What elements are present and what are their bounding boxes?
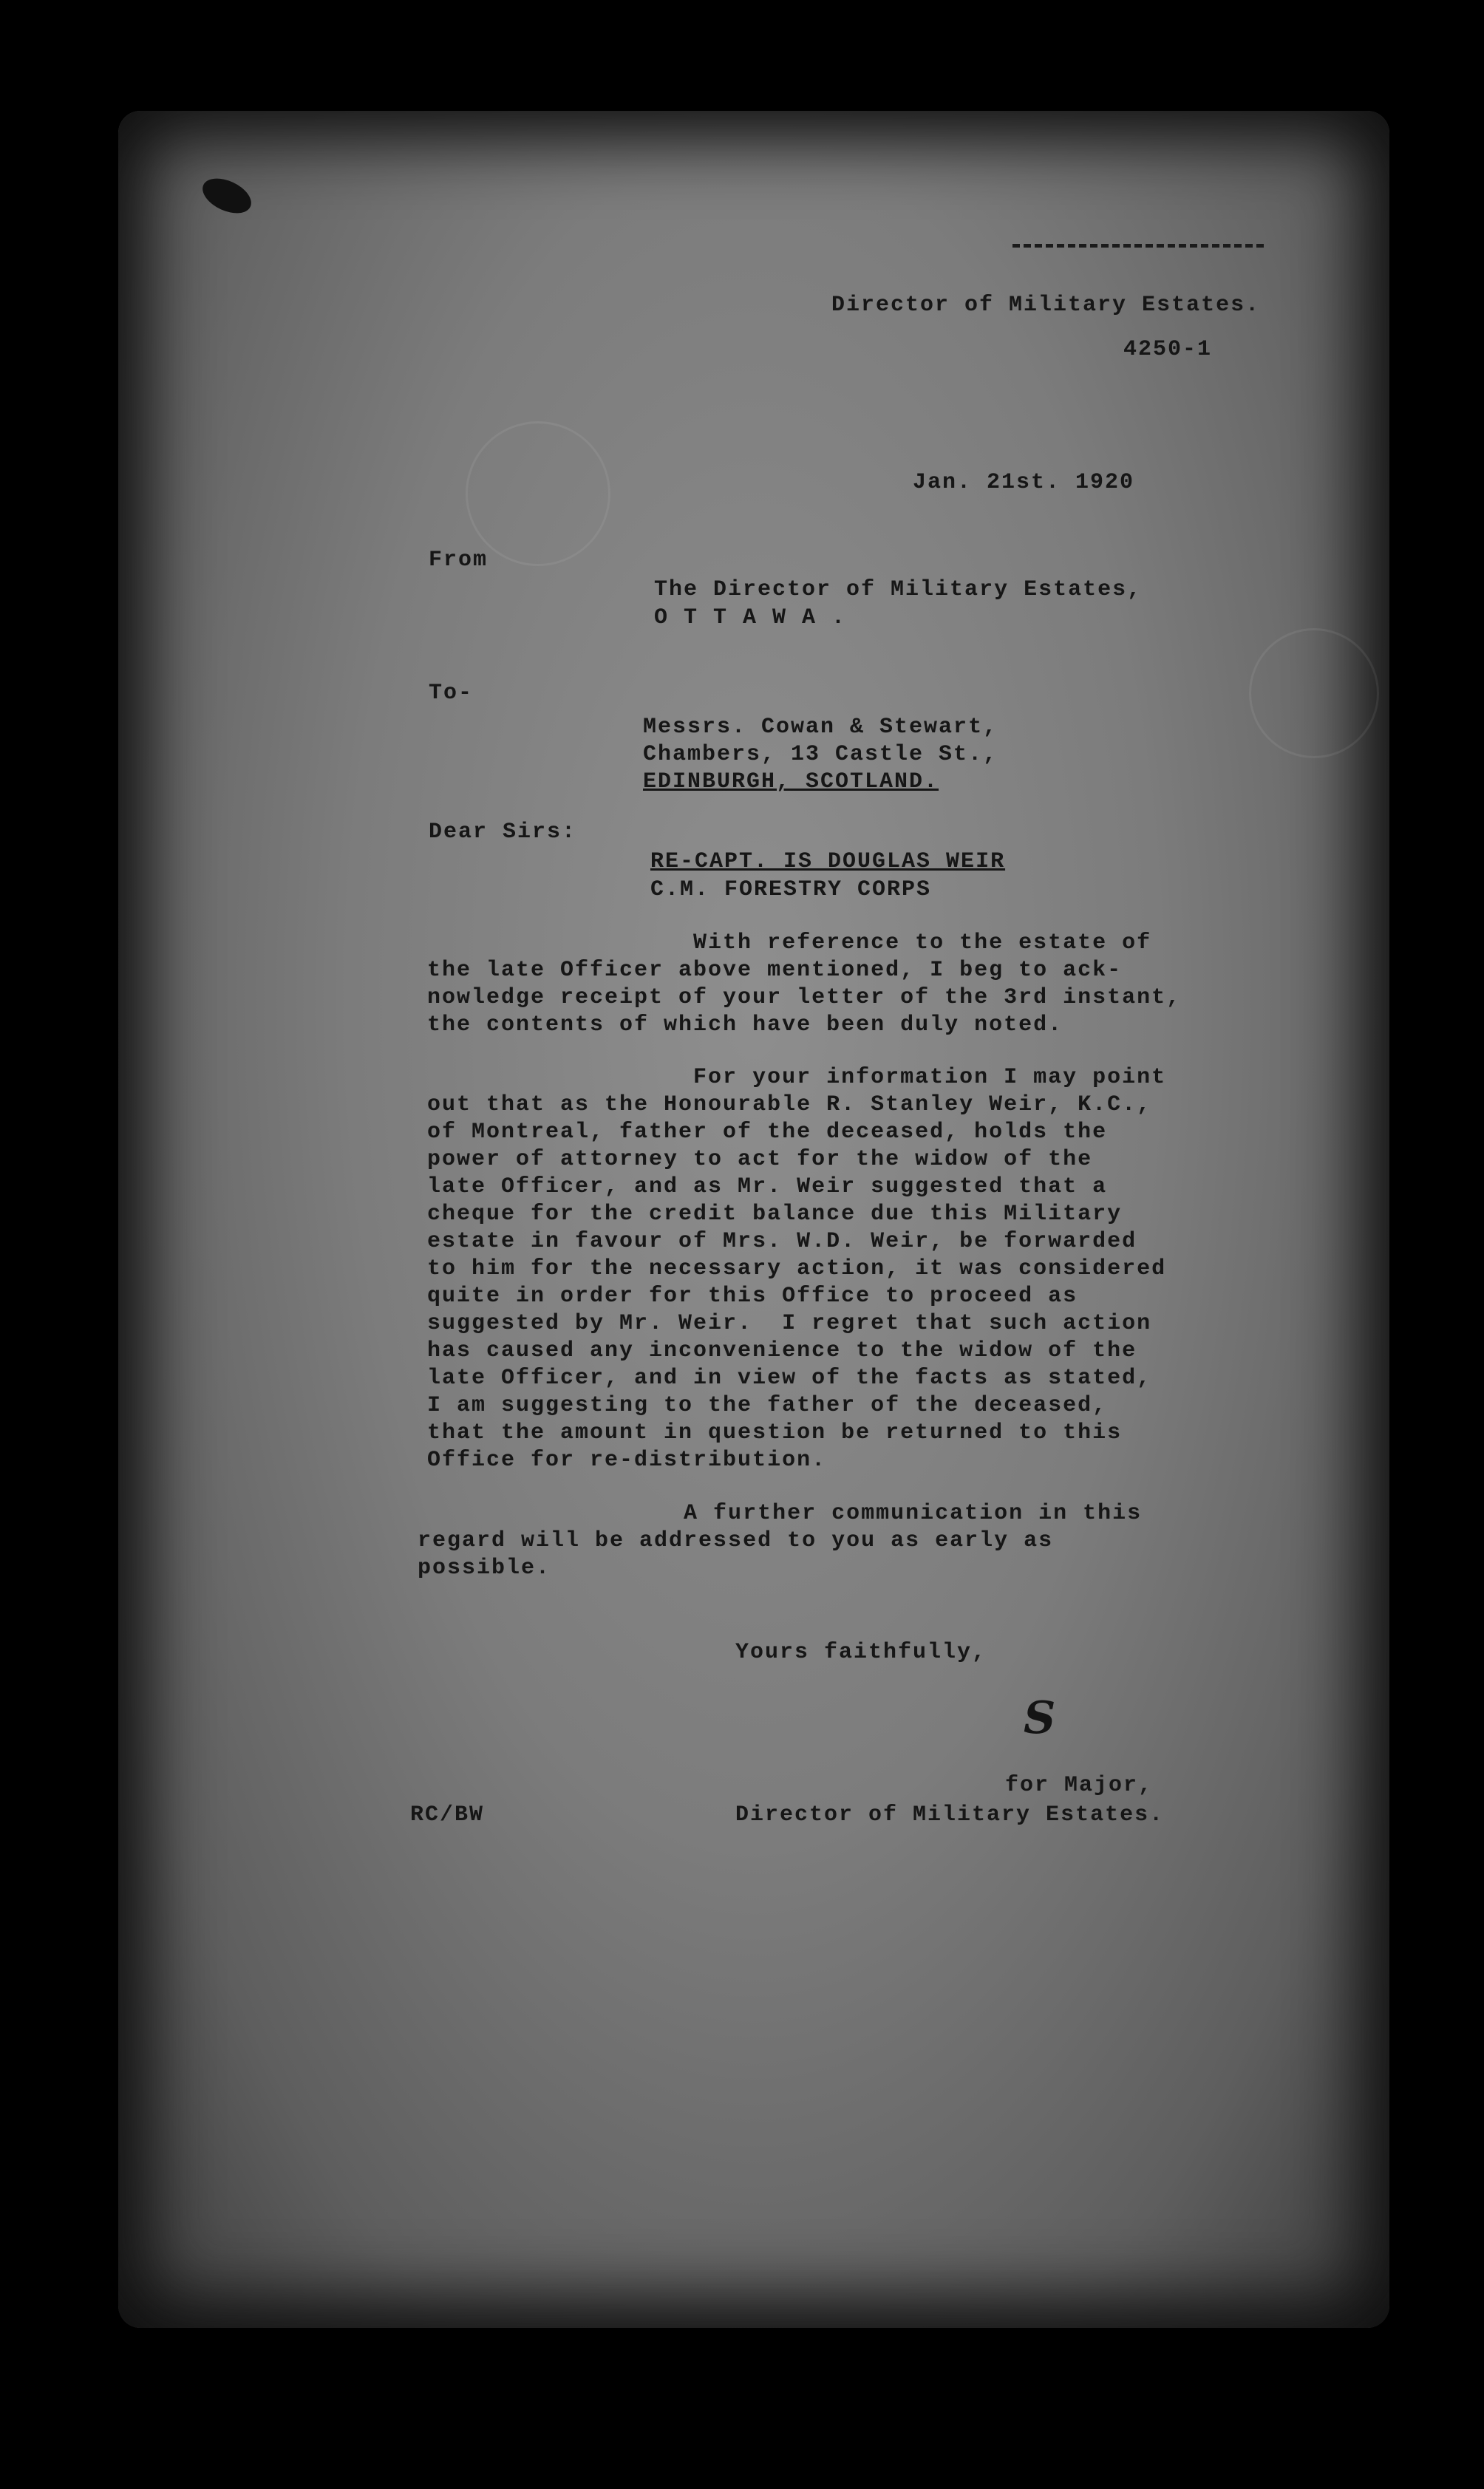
subject-line-2: C.M. FORESTRY CORPS [650,877,932,902]
header-rule [1012,244,1264,248]
paragraph-line: possible. [418,1556,551,1581]
paragraph-line: regard will be addressed to you as early as [418,1528,1054,1553]
paragraph-line: the late Officer above mentioned, I beg to ack- [427,958,1123,983]
paragraph-2 [427,1064,1166,1474]
from-line-1: The Director of Military Estates, [654,577,1143,602]
office-header: Director of Military Estates. [831,293,1261,318]
paragraph-line: quite in order for this Office to proceed as [427,1284,1078,1309]
signature-line-1: for Major, [1005,1773,1154,1798]
paragraph-line: power of attorney to act for the widow of the [427,1147,1093,1172]
file-number: 4250-1 [1123,337,1213,362]
letter-date: Jan. 21st. 1920 [913,470,1135,495]
paragraph-line: With reference to the estate of [427,930,1152,956]
paragraph-line: to him for the necessary action, it was considered [427,1256,1167,1281]
to-line-2: Chambers, 13 Castle St., [643,742,998,767]
paragraph-line: suggested by Mr. Weir. I regret that such action [427,1311,1152,1336]
paragraph-line: the contents of which have been duly noted. [427,1012,1063,1038]
paragraph-line: estate in favour of Mrs. W.D. Weir, be forwarded [427,1229,1137,1254]
faint-seal [1249,628,1379,758]
paragraph-line: cheque for the credit balance due this Military [427,1202,1123,1227]
faint-seal [466,421,610,566]
paragraph-line: late Officer, and as Mr. Weir suggested that a [427,1174,1108,1199]
paragraph-line: of Montreal, father of the deceased, holds the [427,1120,1108,1145]
reference-initials: RC/BW [410,1802,485,1828]
to-label: To- [429,681,474,706]
paragraph-line: has caused any inconvenience to the widow of the [427,1338,1137,1363]
paragraph-line: I am suggesting to the father of the deceased, [427,1393,1108,1418]
paragraph-line: nowledge receipt of your letter of the 3rd instant, [427,985,1182,1010]
from-label: From [429,548,489,573]
to-line-1: Messrs. Cowan & Stewart, [643,715,998,740]
subject-line-1: RE-CAPT. IS DOUGLAS WEIR [650,849,1006,874]
paragraph-3 [418,1500,1142,1582]
paragraph-line: that the amount in question be returned to this [427,1420,1123,1446]
closing: Yours faithfully, [735,1640,987,1665]
paragraph-line: late Officer, and in view of the facts as stated, [427,1366,1152,1391]
signature-line-2: Director of Military Estates. [735,1802,1165,1828]
salutation: Dear Sirs: [429,820,577,845]
paragraph-1 [427,930,1181,1039]
from-line-2: O T T A W A . [654,605,847,630]
paragraph-line: Office for re-distribution. [427,1448,827,1473]
paragraph-line: A further communication in this [418,1501,1143,1526]
to-line-3: EDINBURGH, SCOTLAND. [643,769,939,794]
paragraph-line: out that as the Honourable R. Stanley Weir, K.C., [427,1092,1152,1117]
paragraph-line: For your information I may point [427,1065,1167,1090]
signature-initial: S [1024,1692,1056,1744]
